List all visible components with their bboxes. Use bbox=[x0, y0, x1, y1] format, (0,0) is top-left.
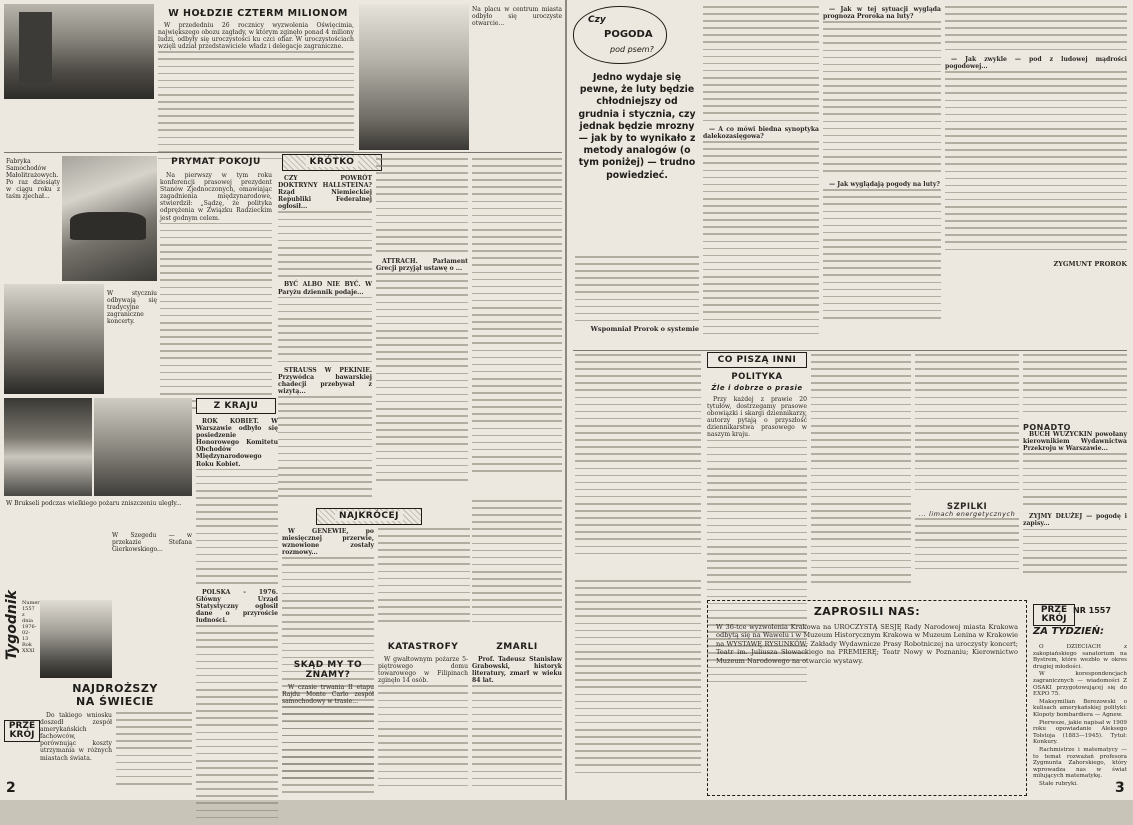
cars-photo bbox=[62, 156, 157, 281]
hold-article: W przededniu 26 rocznicy wyzwolenia Oświęcimia, największego obozu zagłady, w którym zginęło ponad 4 miliony ludzi, odbyły się uroczystości ku czci ofiar. W uroczystościach wzięli udział przedstawiciele władz i delegacje zagraniczne. bbox=[158, 22, 354, 150]
city-photo bbox=[4, 4, 154, 99]
headline-zaprosili: ZAPROSILI NAS: bbox=[813, 605, 921, 618]
headline-katastrofy: KATASTROFY bbox=[387, 642, 459, 652]
co-pisza-col3 bbox=[915, 354, 1019, 594]
zaprosili-text: W 36-tce wyzwolenia Krakowa na UROCZYSTĄ SESJĘ Rady Narodowej miasta Krakowa odbytą się na Wawelu i w Muzeum Historycznym Krakowa w Muzeum Lenina w Krakowie na WYSTAWĘ RYSUNKÓW; Zakłady Wydawnicze Prasy Robotniczej na uroczysty koncert; Teatr im. Juliusza Słowackiego na PREMIERĘ; Teatr Nowy w Poznaniu; Kierownictwo Muzeum Narodowego na otwarcie wystawy. bbox=[716, 623, 1018, 665]
cars-caption: Fabryka Samochodów Małolitrażowych. Po raz dziesiąty w ciągu roku z taśm zjechał... bbox=[6, 158, 60, 200]
za-tydzien-item: Rachmistrze i matematycy — to temat rozważań profesora Zygmunta Zahorskiego, który wprowadza nas w świat milujących matematykę. bbox=[1033, 746, 1127, 780]
forecast-col1: Wspomniał Prorok o systemie bbox=[575, 256, 699, 346]
co-pisza-col1: Przy każdej z prawie 20 tytułów, dostrzegamy prasowe obowiązki i skargi dziennikarzy, autorzy pytają o przyszłość dziennikarstwa prasowego w naszym kraju. bbox=[707, 396, 807, 696]
przekroj-logo-left: PRZE KRÓJ bbox=[4, 720, 40, 742]
crowd-photo bbox=[4, 284, 104, 394]
prymat-article: Na pierwszy w tym roku konferencji prasowej prezydent Stanów Zjednoczonych, omawiając zagadnienia międzynarodowe, stwierdził: „Sądzę, że polityka odprężenia w Związku Radzieckim jest godnym celem. bbox=[160, 172, 272, 392]
headline-zmarli: ZMARLI bbox=[496, 642, 538, 652]
najdrozszy-col1: Do takiego wniosku doszedł zespół amerykańskich fachowców, porównując koszty utrzymania w różnych miastach świata. bbox=[40, 712, 112, 762]
co-pisza-col0-bottom bbox=[575, 580, 701, 790]
headline-prymat: PRYMAT POKOJU bbox=[171, 157, 261, 167]
page-number-left: 2 bbox=[6, 780, 16, 796]
headline-najdrozszy: NAJDROŻSZY NA ŚWIECIE bbox=[72, 682, 158, 708]
headline-szpilki: SZPILKI bbox=[946, 502, 988, 512]
monument-photo bbox=[359, 4, 469, 150]
co-pisza-col0 bbox=[575, 354, 701, 574]
headline-skad-visible: SKĄD MY TO ZNAMY? bbox=[293, 660, 363, 680]
bridge-photo bbox=[94, 398, 192, 496]
zkraju-article: ROK KOBIET. W Warszawie odbyło się posiedzenie Honorowego Komitetu Obchodów Międzynarodowego Roku Kobiet. POLSKA - 1976. Główny Urząd Statystyczny ogłosił dane o przyroście ludności. bbox=[196, 418, 278, 793]
najkrocej-col2 bbox=[378, 528, 470, 638]
headline-co-pisza: CO PISZĄ INNI bbox=[707, 352, 807, 368]
masthead-vertical: Tygodnik bbox=[4, 590, 20, 661]
right-page bbox=[567, 0, 1133, 800]
page-number-right: 3 bbox=[1115, 780, 1125, 796]
forecast-col2: — A co mówi biedna synoptyka dalekozasięgowa? bbox=[703, 6, 819, 346]
za-tydzien-item: Maksymilian Berezowski o kulisach amerykańskiej polityki: Klopoty bombardiera — Agnew. bbox=[1033, 698, 1127, 718]
pogoda-logo: Czy POGODA pod psem? bbox=[573, 6, 667, 64]
headline-zkraju: Z KRAJU bbox=[196, 398, 276, 414]
headline-krotko: KRÓTKO bbox=[282, 154, 382, 171]
krotko-col1: CZY POWRÓT DOKTRYNY HALLSTEINA? Rząd Niemieckiej Republiki Federalnej ogłosił... BYĆ ALBO NIE BYĆ. W Paryżu dziennik podaje... STRAUSS W PEKINIE. Przywódca bawarskiej chadecji przebywał z wizytą... bbox=[278, 175, 372, 505]
najdrozszy-col2 bbox=[116, 712, 192, 796]
krotko-col3 bbox=[472, 158, 562, 498]
za-tydzien-item: O DZIECIACH z zakopiańskiego sanatorium na Bystrem, które wezbło w okres drugiej młodości. bbox=[1033, 644, 1127, 670]
crowd-caption: W styczniu odbywają się tradycyjne zagraniczne koncerty. bbox=[107, 290, 157, 325]
left-page bbox=[0, 0, 566, 800]
headline-najkrocej: NAJKRÓCEJ bbox=[316, 508, 422, 525]
fire-caption: W Brukseli podczas wielkiego pożaru zniszczeniu uległy... bbox=[6, 500, 182, 507]
skad-article: W czasie trwania II etapu Rajdu Monte Carlo zespół samochodowy w trasie... bbox=[282, 684, 374, 794]
krotko-col2: ATTRACH. Parlament Grecji przyjął ustawę o ... bbox=[376, 158, 468, 498]
headline-szpilki-sub: ... limach energetycznych bbox=[918, 510, 1016, 519]
najkrocej-col3 bbox=[472, 500, 562, 638]
masthead-meta: Numer 1557 z dnia 1976-02-13 Rok XXXI bbox=[22, 600, 40, 654]
za-tydzien-item: Pierwsze, jakie napisał w 1909 roku opowiadanie Aleksego Tołstoja (1883—1945). Tytuł: Konkury. bbox=[1033, 719, 1127, 746]
monument-caption: Na placu w centrum miasta odbyło się uroczyste otwarcie... bbox=[472, 6, 562, 27]
za-tydzien-item: Stałe rubryki. bbox=[1039, 780, 1078, 787]
headline-polityka-sub: Źle i dobrze o prasie bbox=[711, 384, 803, 392]
headline-za-tydzien: ZA TYDZIEŃ: bbox=[1033, 626, 1105, 637]
headline-polityka: POLITYKA bbox=[731, 372, 783, 382]
pull-quote: Jedno wydaje się pewne, że luty będzie chłodniejszy od grudnia i stycznia, czy jednak będzie mrozny — jak by to wynikało z metody analogów (o tym poniżej) — trudno powiedzieć. bbox=[578, 72, 696, 181]
za-tydzien-list bbox=[1033, 644, 1127, 787]
headline-hold: W HOŁDZIE CZTERM MILIONOM bbox=[168, 8, 348, 19]
headline-ponadto: PONADTO bbox=[1023, 423, 1071, 432]
zmarli-article: Prof. Tadeusz Stanisław Grabowski, historyk literatury, zmarł w wieku 84 lat. bbox=[472, 656, 562, 796]
za-tydzien-item: W korespondencjach zagranicznych — wiadomości Z OSAKI przygotowującej się do EXPO 75. bbox=[1033, 671, 1127, 698]
forecast-col4: — Jak zwykle — pod z ludowej mądrości pogodowej... ZYGMUNT PROROK bbox=[945, 6, 1127, 346]
co-pisza-col2 bbox=[811, 354, 911, 604]
ponadto-col: PONADTO BUCH WUZYCKIN powołany kierownikiem Wydawnictwa Przekroju w Warszawie... ZYJMY DŁUŻEJ — pogodę i zapisy... bbox=[1023, 354, 1127, 604]
zaprosili-box bbox=[707, 600, 1027, 796]
fire-photo bbox=[4, 398, 92, 496]
people-caption: W Szegedu — w przekazie Stefana Gierkowskiego... bbox=[112, 532, 192, 553]
najkrocej-col1: W GENEWIE, po miesięcznej przerwie, wznowione zostały rozmowy... bbox=[282, 528, 374, 798]
skad-box bbox=[282, 660, 374, 796]
katastrofy-article: W gwałtownym pożarze 5-piętrowego domu towarowego w Filipinach zginęło 14 osób. bbox=[378, 656, 468, 796]
issue-number: NR 1557 bbox=[1073, 606, 1111, 615]
forecast-col3: — Jak w tej sytuacji wygląda prognoza Proroka na luty? — Jak wyglądają pogody na luty? bbox=[823, 6, 941, 346]
przekroj-logo-right: PRZE KRÓJ bbox=[1033, 604, 1075, 626]
people-photo bbox=[40, 600, 112, 678]
